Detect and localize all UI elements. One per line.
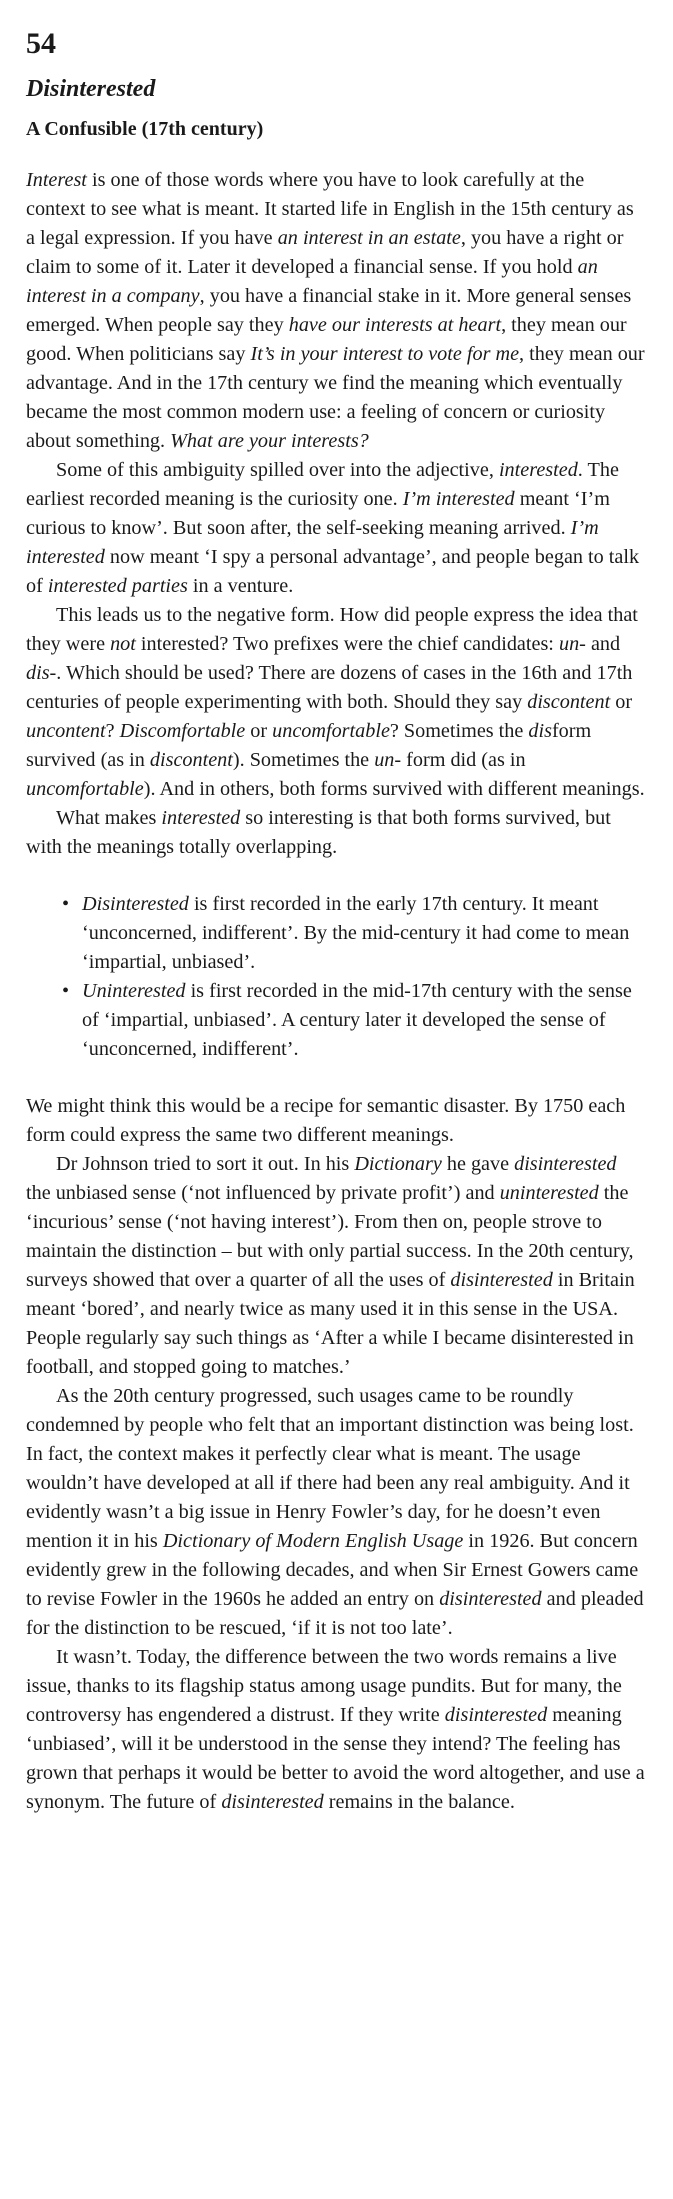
italic-term: dis bbox=[528, 720, 552, 742]
chapter-title: Disinterested bbox=[26, 76, 156, 102]
paragraph-7 bbox=[26, 1382, 645, 1643]
text-run: the ‘incurious’ sense (‘not having interest’). From then on, people strove to maintain the distinction – but with only partial success. In the 20th century, surveys showed that over a quarter of all the uses of bbox=[26, 1182, 634, 1291]
italic-term: Uninterested bbox=[82, 980, 186, 1002]
text-run: interested? Two prefixes were the chief candidates: bbox=[135, 633, 559, 655]
text-run: This leads us to the negative form. How did people express the idea that they were bbox=[26, 604, 638, 655]
paragraph-1 bbox=[26, 166, 645, 456]
italic-term: have our interests at heart bbox=[288, 314, 502, 336]
text-run: in a venture. bbox=[187, 575, 294, 597]
text-run: in Britain meant ‘bored’, and nearly twice as many used it in this sense in the USA. People regularly say such things as ‘After a while I became disinterested in football, and stopped going to matches.’ bbox=[26, 1269, 635, 1378]
text-run: , they mean our advantage. And in the 17th century we find the meaning which eventually became the most common modern use: a feeling of concern or curiosity about something. bbox=[26, 343, 645, 452]
italic-term: interested bbox=[161, 807, 241, 829]
italic-term: discontent bbox=[149, 749, 233, 771]
body-text bbox=[26, 166, 645, 1817]
text-run: . The earliest recorded meaning is the curiosity one. bbox=[26, 459, 619, 510]
italic-term: interested bbox=[498, 459, 578, 481]
italic-term: un- bbox=[374, 749, 402, 771]
text-run: and bbox=[585, 633, 621, 655]
text-run: meant ‘I’m curious to know’. But soon after, the self-seeking meaning arrived. bbox=[26, 488, 610, 539]
italic-term: an interest in a company bbox=[26, 256, 598, 307]
text-run: form survived (as in bbox=[26, 720, 592, 771]
text-run: ). And in others, both forms survived with different meanings. bbox=[143, 778, 645, 800]
text-run: What makes bbox=[56, 807, 162, 829]
text-run: so interesting is that both forms survived, but with the meanings totally overlapping. bbox=[26, 807, 611, 858]
italic-term: I’m interested bbox=[402, 488, 515, 510]
italic-term: Interest bbox=[26, 169, 87, 191]
text-run: or bbox=[610, 691, 633, 713]
italic-term: discontent bbox=[527, 691, 611, 713]
paragraph-3 bbox=[26, 601, 645, 804]
bullet-item-disinterested bbox=[62, 890, 645, 977]
italic-term: disinterested bbox=[514, 1153, 617, 1175]
text-run: is first recorded in the mid-17th century with the sense of ‘impartial, unbiased’. A century later it developed the sense of ‘unconcerned, indifferent’. bbox=[82, 980, 632, 1060]
text-run: now meant ‘I spy a personal advantage’, and people began to talk of bbox=[26, 546, 640, 597]
paragraph-6 bbox=[26, 1150, 645, 1382]
italic-term: Dictionary of Modern English Usage bbox=[162, 1530, 464, 1552]
text-run: he gave bbox=[441, 1153, 515, 1175]
text-run: , you have a right or claim to some of it. Later it developed a financial sense. If you hold bbox=[26, 227, 624, 278]
italic-term: uncomfortable bbox=[272, 720, 390, 742]
text-run: As the 20th century progressed, such usages came to be roundly condemned by people who felt that an important distinction was being lost. In fact, the context makes it perfectly clear what is meant. The usage wouldn’t have developed at all if there had been any real ambiguity. And it evidently wasn’t a big issue in Henry Fowler’s day, for he doesn’t even mention it in his bbox=[26, 1385, 634, 1552]
italic-term: Discomfortable bbox=[119, 720, 246, 742]
italic-term: Dictionary bbox=[354, 1153, 442, 1175]
text-run: Some of this ambiguity spilled over into the adjective, bbox=[56, 459, 499, 481]
text-run: ? bbox=[105, 720, 120, 742]
text-run: , you have a financial stake in it. More general senses emerged. When people say they bbox=[26, 285, 632, 336]
italic-term: un- bbox=[558, 633, 586, 655]
italic-term: disinterested bbox=[444, 1704, 548, 1726]
paragraph-8 bbox=[26, 1643, 645, 1817]
italic-term: dis- bbox=[26, 662, 57, 684]
paragraph-5 bbox=[26, 1092, 645, 1150]
italic-term: an interest in an estate bbox=[277, 227, 461, 249]
text-run: or bbox=[245, 720, 273, 742]
bullet-item-uninterested bbox=[62, 977, 645, 1064]
text-run: is one of those words where you have to look carefully at the context to see what is meant. It started life in English in the 15th century as a legal expression. If you have bbox=[26, 169, 634, 249]
italic-term: uninterested bbox=[499, 1182, 599, 1204]
paragraph-2 bbox=[26, 456, 645, 601]
chapter-subtitle: A Confusible (17th century) bbox=[26, 118, 264, 140]
text-run: We might think this would be a recipe for semantic disaster. By 1750 each form could express the same two different meanings. bbox=[26, 1095, 626, 1146]
italic-term: not bbox=[110, 633, 136, 655]
text-run: Dr Johnson tried to sort it out. In his bbox=[56, 1153, 355, 1175]
italic-term: Disinterested bbox=[82, 893, 189, 915]
italic-term: What are your interests? bbox=[170, 430, 369, 452]
italic-term: uncomfortable bbox=[26, 778, 144, 800]
italic-term: disinterested bbox=[221, 1791, 324, 1813]
italic-term: disinterested bbox=[450, 1269, 553, 1291]
italic-term: interested parties bbox=[47, 575, 188, 597]
text-run: ? Sometimes the bbox=[389, 720, 529, 742]
italic-term: It’s in your interest to vote for me bbox=[250, 343, 520, 365]
text-run: and pleaded for the distinction to be rescued, ‘if it is not too late’. bbox=[26, 1588, 644, 1639]
text-run: is first recorded in the early 17th century. It meant ‘unconcerned, indifferent’. By the mid-century it had come to mean ‘impartial, unbiased’. bbox=[82, 893, 630, 973]
bullet-marker: • bbox=[62, 893, 70, 915]
italic-term: disinterested bbox=[439, 1588, 542, 1610]
text-run: remains in the balance. bbox=[323, 1791, 515, 1813]
text-run: meaning ‘unbiased’, will it be understood in the sense they intend? The feeling has grown that perhaps it would be better to avoid the word altogether, and use a synonym. The future of bbox=[26, 1704, 645, 1813]
italic-term: I’m interested bbox=[26, 517, 599, 568]
text-run: , they mean our good. When politicians say bbox=[26, 314, 627, 365]
paragraph-4 bbox=[26, 804, 645, 862]
text-run: It wasn’t. Today, the difference between the two words remains a live issue, thanks to its flagship status among usage pundits. But for many, the controversy has engendered a distrust. If they write bbox=[26, 1646, 622, 1726]
italic-term: uncontent bbox=[26, 720, 106, 742]
text-run: in 1926. But concern evidently grew in the following decades, and when Sir Ernest Gowers came to revise Fowler in the 1960s he added an entry on bbox=[26, 1530, 639, 1610]
bullet-list bbox=[26, 890, 645, 1064]
text-run: ). Sometimes the bbox=[232, 749, 375, 771]
bullet-marker: • bbox=[62, 980, 70, 1002]
chapter-number: 54 bbox=[26, 27, 56, 60]
text-run: the unbiased sense (‘not influenced by private profit’) and bbox=[26, 1182, 500, 1204]
text-run: . Which should be used? There are dozens of cases in the 16th and 17th centuries of people experimenting with both. Should they say bbox=[26, 662, 633, 713]
text-run: form did (as in bbox=[401, 749, 526, 771]
